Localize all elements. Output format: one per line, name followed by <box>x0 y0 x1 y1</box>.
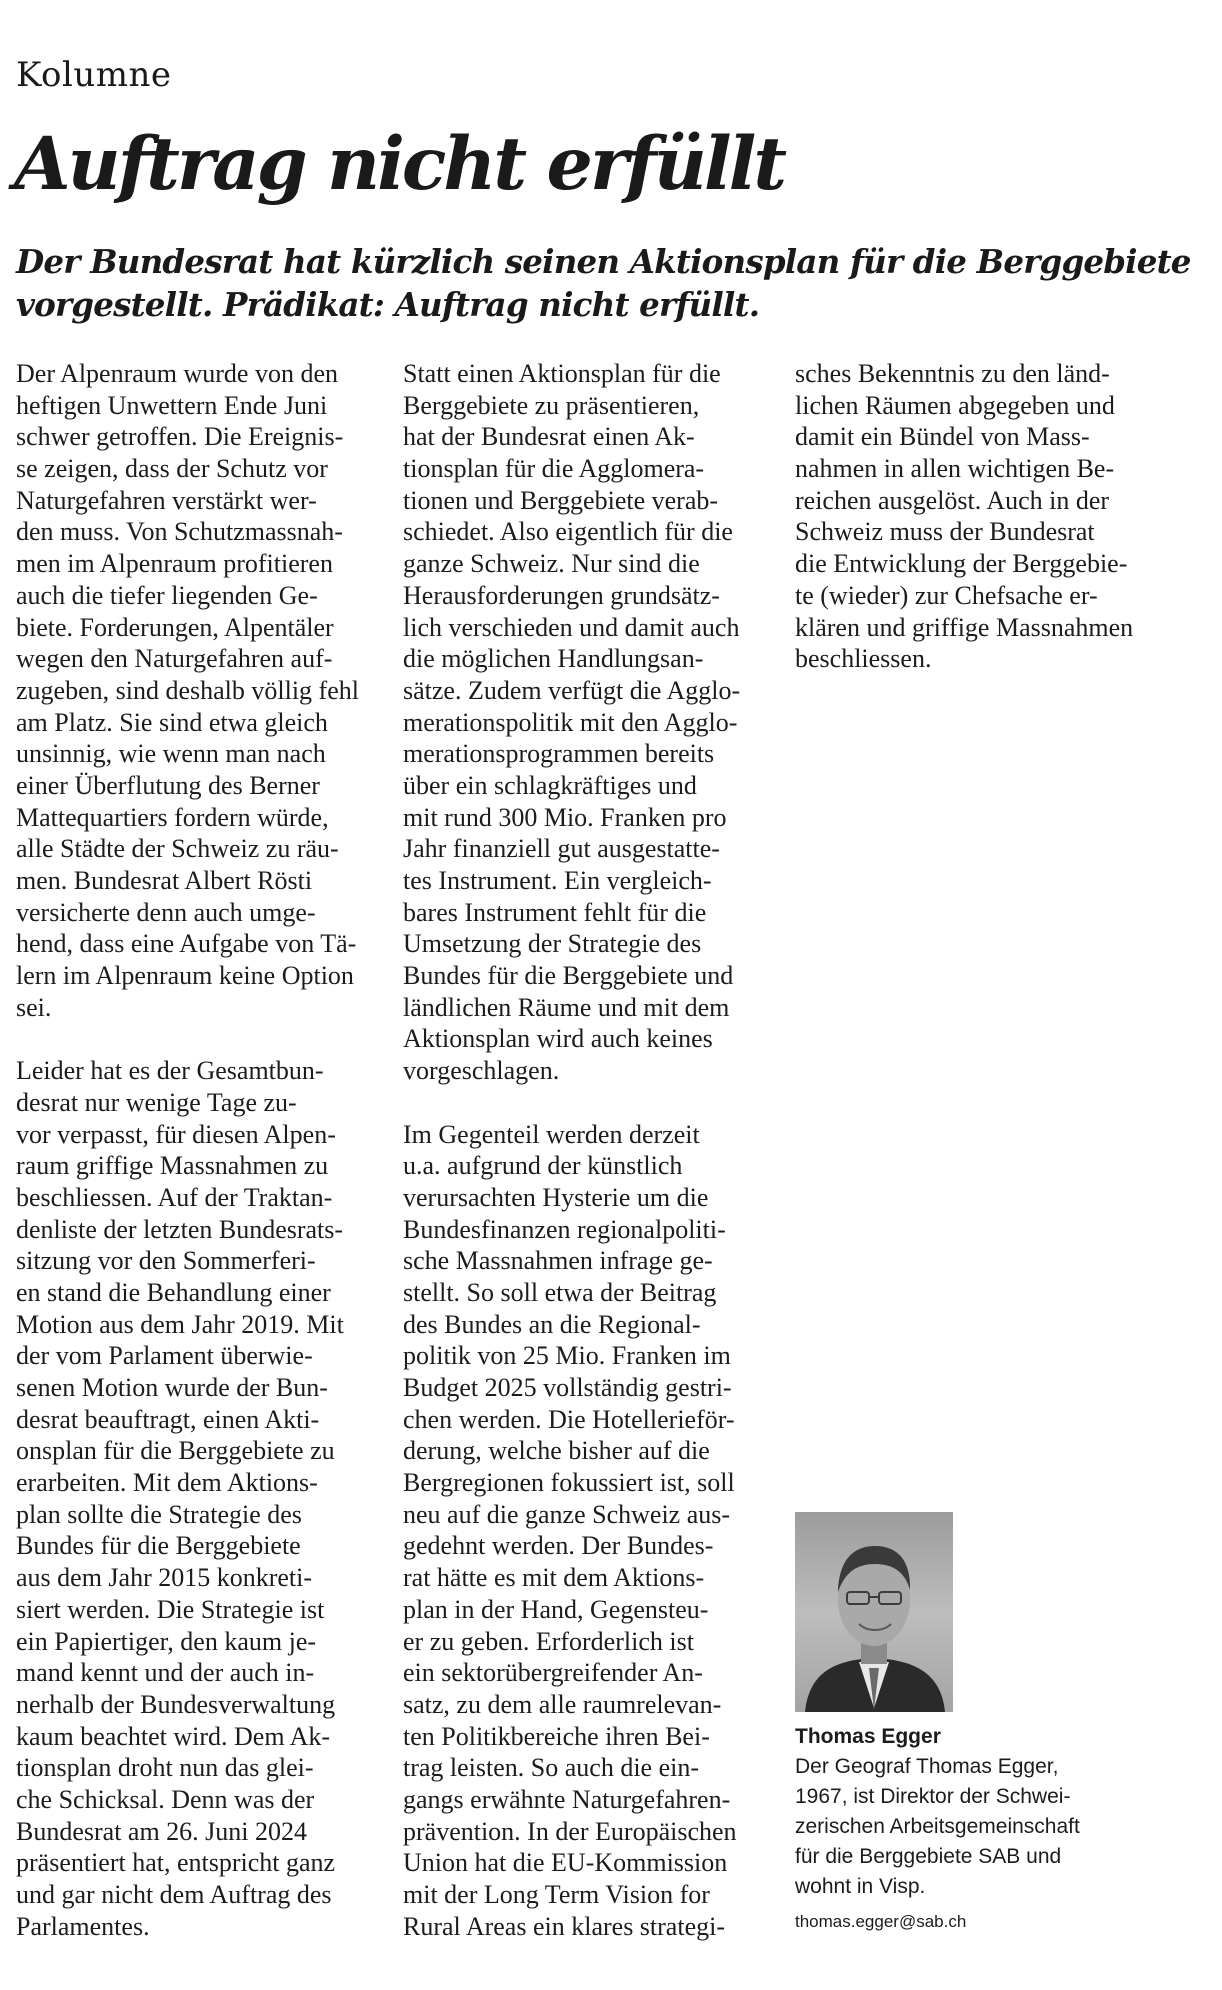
article-line: Bundesfinanzen regionalpoliti- <box>403 1214 726 1244</box>
article-line: plan sollte die Strategie des <box>16 1499 302 1529</box>
article-line: klären und griffige Massnahmen <box>795 612 1134 642</box>
author-bio-line: für die Berggebiete SAB und <box>795 1845 1062 1868</box>
article-line: damit ein Bündel von Mass- <box>795 422 1090 452</box>
article-line: Berggebiete zu präsentieren, <box>403 390 700 420</box>
article-line: schiedet. Also eigentlich für die <box>403 517 733 547</box>
article-line: Budget 2025 vollständig gestri- <box>403 1373 732 1402</box>
paragraph-break <box>16 1023 372 1055</box>
article-line: die möglichen Handlungsan- <box>403 644 704 674</box>
article-line: Der Alpenraum wurde von den <box>16 359 339 388</box>
article-line: vorgeschlagen. <box>403 1056 560 1086</box>
article-line: ganze Schweiz. Nur sind die <box>403 549 700 579</box>
article-line: satz, zu dem alle raumrelevan- <box>403 1689 722 1719</box>
author-bio-line: 1967, ist Direktor der Schwei- <box>795 1785 1071 1808</box>
article-line: Aktionsplan wird auch keines <box>403 1024 713 1054</box>
article-line: Umsetzung der Strategie des <box>403 929 702 959</box>
article-line: Statt einen Aktionsplan für die <box>403 359 721 388</box>
article-line: u.a. aufgrund der künstlich <box>403 1151 683 1181</box>
article-line: versicherte denn auch umge- <box>16 897 316 927</box>
article-line: sei. <box>16 992 52 1022</box>
article-line: des Bundes an die Regional- <box>403 1309 701 1339</box>
article-line: ein Papiertiger, den kaum je- <box>16 1626 317 1656</box>
article-line: politik von 25 Mio. Franken im <box>403 1341 731 1371</box>
lead-paragraph <box>16 240 1191 326</box>
article-line: lern im Alpenraum keine Option <box>16 961 354 991</box>
article-line: sitzung vor den Sommerferi- <box>16 1246 316 1276</box>
author-photo <box>795 1512 953 1712</box>
section-kicker: Kolumne <box>16 55 172 95</box>
article-line: te (wieder) zur Chefsache er- <box>795 580 1098 610</box>
article-line: merationsprogrammen bereits <box>403 739 715 769</box>
author-bio-line: zerischen Arbeitsgemeinschaft <box>795 1815 1080 1838</box>
author-bio <box>795 1752 1175 1902</box>
article-line: wegen den Naturgefahren auf- <box>16 644 333 674</box>
article-line: reichen ausgelöst. Auch in der <box>795 485 1110 515</box>
article-line: heftigen Unwettern Ende Juni <box>16 390 328 420</box>
article-line: auch die tiefer liegenden Ge- <box>16 580 318 610</box>
article-line: stellt. So soll etwa der Beitrag <box>403 1277 717 1307</box>
article-line: beschliessen. Auf der Traktan- <box>16 1182 333 1212</box>
article-line: nerhalb der Bundesverwaltung <box>16 1689 336 1719</box>
article-line: mit rund 300 Mio. Franken pro <box>403 802 727 832</box>
article-line: Bergregionen fokussiert ist, soll <box>403 1468 735 1498</box>
article-line: plan in der Hand, Gegensteu- <box>403 1594 709 1624</box>
article-line: Union hat die EU-Kommission <box>403 1848 728 1878</box>
article-line: biete. Forderungen, Alpentäler <box>16 612 334 642</box>
article-line: Motion aus dem Jahr 2019. Mit <box>16 1309 344 1339</box>
article-line: mit der Long Term Vision for <box>403 1880 710 1909</box>
article-line: siert werden. Die Strategie ist <box>16 1594 325 1624</box>
article-line: Rural Areas ein klares strategi- <box>403 1911 725 1941</box>
author-box <box>795 1722 1175 1936</box>
author-email-link[interactable]: thomas.egger@sab.ch <box>795 1912 967 1931</box>
article-line: tionen und Berggebiete verab- <box>403 485 719 515</box>
article-line: derung, welche bisher auf die <box>403 1436 710 1466</box>
article-line: prävention. In der Europäischen <box>403 1816 737 1846</box>
article-line: tionsplan droht nun das glei- <box>16 1753 314 1783</box>
article-line: chen werden. Die Hotellerieför- <box>403 1404 735 1434</box>
article-line: lichen Räumen abgegeben und <box>795 390 1115 420</box>
lead-line: vorgestellt. Prädikat: Auftrag nicht erfüllt. <box>16 285 760 324</box>
article-line: trag leisten. So auch die ein- <box>403 1753 700 1783</box>
article-line: bares Instrument fehlt für die <box>403 897 707 927</box>
article-line: sches Bekenntnis zu den länd- <box>795 359 1110 388</box>
article-line: desrat nur wenige Tage zu- <box>16 1087 297 1117</box>
article-line: gangs erwähnte Naturgefahren- <box>403 1784 731 1814</box>
article-line: merationspolitik mit den Agglo- <box>403 707 738 737</box>
article-line: unsinnig, wie wenn man nach <box>16 739 326 769</box>
article-line: einer Überflutung des Berner <box>16 770 320 800</box>
portrait-photo-icon <box>795 1512 953 1712</box>
article-line: se zeigen, dass der Schutz vor <box>16 454 328 484</box>
author-name: Thomas Egger <box>795 1725 941 1748</box>
article-line: Naturgefahren verstärkt wer- <box>16 485 317 515</box>
article-line: men. Bundesrat Albert Rösti <box>16 866 313 895</box>
article-line: der vom Parlament überwie- <box>16 1341 313 1371</box>
headline: Auftrag nicht erfüllt <box>14 121 785 207</box>
article-line: hat der Bundesrat einen Ak- <box>403 422 695 452</box>
article-line: kaum beachtet wird. Dem Ak- <box>16 1721 331 1751</box>
article-line: senen Motion wurde der Bun- <box>16 1373 328 1402</box>
article-line: tionsplan für die Agglomera- <box>403 454 705 484</box>
article-line: zugeben, sind deshalb völlig fehl <box>16 675 359 705</box>
article-line: und gar nicht dem Auftrag des <box>16 1880 332 1909</box>
article-line: Im Gegenteil werden derzeit <box>403 1119 700 1149</box>
article-column-3 <box>795 358 1151 675</box>
article-line: che Schicksal. Denn was der <box>16 1784 315 1814</box>
article-line: onsplan für die Berggebiete zu <box>16 1436 335 1466</box>
article-line: rat hätte es mit dem Aktions- <box>403 1563 705 1593</box>
article-line: über ein schlagkräftiges und <box>403 770 697 800</box>
article-line: Bundesrat am 26. Juni 2024 <box>16 1816 308 1846</box>
paragraph-break <box>403 1087 759 1119</box>
article-line: tes Instrument. Ein vergleich- <box>403 866 712 895</box>
lead-line: Der Bundesrat hat kürzlich seinen Aktionsplan für die Berggebiete <box>16 242 1191 281</box>
author-bio-line: Der Geograf Thomas Egger, <box>795 1755 1059 1778</box>
article-line: Leider hat es der Gesamtbun- <box>16 1056 324 1086</box>
article-line: alle Städte der Schweiz zu räu- <box>16 834 339 864</box>
article-column-2 <box>403 358 759 1942</box>
article-line: en stand die Behandlung einer <box>16 1277 331 1307</box>
article-line: Bundes für die Berggebiete und <box>403 961 734 991</box>
author-bio-line: wohnt in Visp. <box>795 1875 926 1898</box>
article-line: nahmen in allen wichtigen Be- <box>795 454 1115 484</box>
article-line: mand kennt und der auch in- <box>16 1658 315 1688</box>
article-line: erarbeiten. Mit dem Aktions- <box>16 1468 318 1498</box>
article-line: Mattequartiers fordern würde, <box>16 802 329 832</box>
article-line: beschliessen. <box>795 644 932 674</box>
article-line: präsentiert hat, entspricht ganz <box>16 1848 336 1878</box>
article-line: hend, dass eine Aufgabe von Tä- <box>16 929 357 959</box>
article-column-1 <box>16 358 372 1942</box>
article-line: lich verschieden und damit auch <box>403 612 740 642</box>
article-line: aus dem Jahr 2015 konkreti- <box>16 1563 313 1593</box>
article-line: Schweiz muss der Bundesrat <box>795 517 1095 547</box>
article-line: denliste der letzten Bundesrats- <box>16 1214 344 1244</box>
article-line: raum griffige Massnahmen zu <box>16 1151 329 1181</box>
article-line: sätze. Zudem verfügt die Agglo- <box>403 675 741 705</box>
article-line: desrat beauftragt, einen Akti- <box>16 1404 320 1434</box>
article-line: am Platz. Sie sind etwa gleich <box>16 707 328 737</box>
article-line: gedehnt werden. Der Bundes- <box>403 1531 714 1561</box>
article-line: Parlamentes. <box>16 1911 150 1941</box>
article-line: sche Massnahmen infrage ge- <box>403 1246 713 1276</box>
article-line: Bundes für die Berggebiete <box>16 1531 301 1561</box>
article-line: die Entwicklung der Berggebie- <box>795 549 1128 579</box>
article-line: vor verpasst, für diesen Alpen- <box>16 1119 336 1149</box>
article-line: ten Politikbereiche ihren Bei- <box>403 1721 710 1751</box>
article-line: Herausforderungen grundsätz- <box>403 580 720 610</box>
article-line: schwer getroffen. Die Ereignis- <box>16 422 344 452</box>
article-line: den muss. Von Schutzmassnah- <box>16 517 343 547</box>
article-line: neu auf die ganze Schweiz aus- <box>403 1499 731 1529</box>
article-line: ländlichen Räume und mit dem <box>403 992 730 1022</box>
article-line: er zu geben. Erforderlich ist <box>403 1626 694 1656</box>
article-line: men im Alpenraum profitieren <box>16 549 333 579</box>
article-line: verursachten Hysterie um die <box>403 1182 709 1212</box>
article-line: Jahr finanziell gut ausgestatte- <box>403 834 720 864</box>
article-line: ein sektorübergreifender An- <box>403 1658 703 1688</box>
